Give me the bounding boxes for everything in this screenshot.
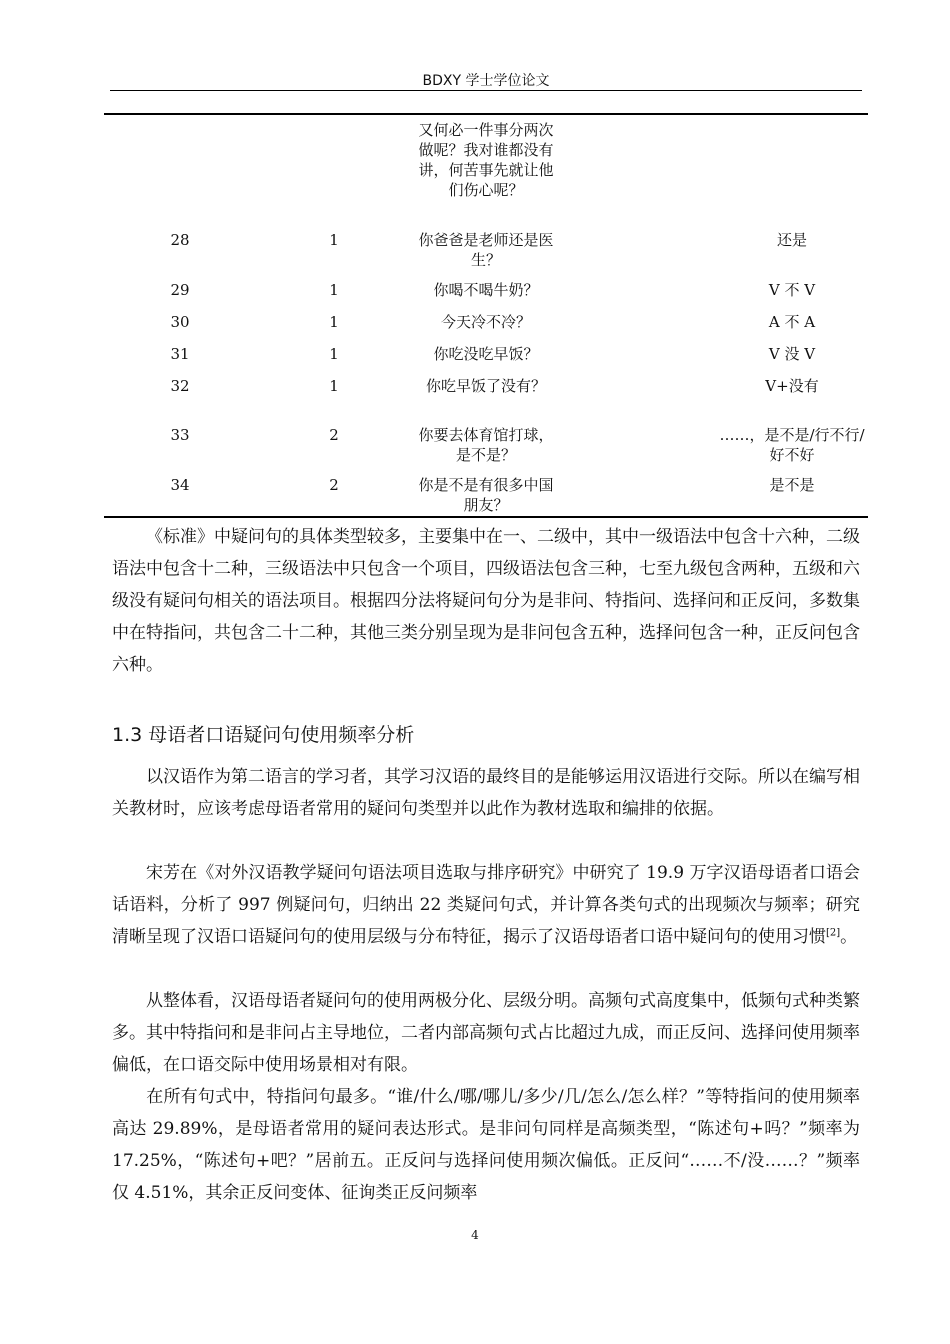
table-cell-id: 28 [170, 231, 190, 249]
section-heading: 1.3 母语者口语疑问句使用频率分析 [112, 724, 415, 746]
table-cell-example: 你吃早饭了没有？ [425, 377, 546, 395]
paragraph-text: 《标准》中疑问句的具体类型较多，主要集中在一、二级中，其中一级语法中包含十六种，二级语法中包含十二种，三级语法中只包含一个项目，四级语法包含三种，七至九级包含两种，五级和六级没有疑问句相关的语法项目。根据四分法将疑问句分为是非问、特指问、选择问和正反问，多数集中在特指问，共包含二十二种，其他三类分别呈现为是非问包含五种，选择问包含一种，正反问包含六种。 [112, 527, 860, 675]
table-cell-id: 33 [170, 426, 190, 444]
paragraph-text: 以汉语作为第二语言的学习者，其学习汉语的最终目的是能够运用汉语进行交际。所以在编写相关教材时，应该考虑母语者常用的疑问句类型并以此作为教材选取和编排的依据。 [112, 767, 860, 819]
table-cell-example: 你吃没吃早饭？ [433, 345, 539, 363]
table-cell-type: V 不 V [768, 281, 816, 299]
table-cell-id: 34 [170, 476, 190, 494]
table-cell-id: 30 [170, 313, 190, 331]
table-cell-type: A 不 A [768, 313, 816, 331]
body-paragraph [112, 761, 860, 825]
paragraph-text: 从整体看，汉语母语者疑问句的使用两极分化、层级分明。高频句式高度集中，低频句式种类繁多。其中特指问和是非问占主导地位，二者内部高频句式占比超过九成，而正反问、选择问使用频率偏低，在口语交际中使用场景相对有限。 [112, 991, 860, 1075]
table-cell-type: ……，是不是/行不行/好不好 [719, 426, 865, 464]
table-cell-level: 2 [329, 426, 339, 444]
table-cell-id: 29 [170, 281, 190, 299]
paragraph-end: 。 [840, 927, 858, 947]
body-paragraph [112, 521, 860, 681]
table-cell-type: V+没有 [765, 377, 819, 395]
table-cell-example: 你喝不喝牛奶？ [433, 281, 539, 299]
paragraph-text: 宋芳在《对外汉语教学疑问句语法项目选取与排序研究》中研究了 19.9 万字汉语母语者口语会话语料，分析了 997 例疑问句，归纳出 22 类疑问句式，并计算各类句式的出现频次与频率；研究清晰呈现了汉语口语疑问句的使用层级与分布特征，揭示了汉语母语者口语中疑问句的使用习惯 [112, 863, 860, 947]
table-cell-level: 1 [329, 231, 339, 249]
table-cell-level: 1 [329, 313, 339, 331]
table-cell-example: 今天冷不冷？ [440, 313, 531, 331]
citation-mark: [2] [826, 927, 841, 939]
table-cell-level: 1 [329, 281, 339, 299]
header-rule [110, 90, 862, 91]
table-cell-example: 你爸爸是老师还是医生？ [418, 231, 554, 269]
paragraph-text: 在所有句式中，特指问句最多。“谁/什么/哪/哪儿/多少/几/怎么/怎么样？”等特指问的使用频率高达 29.89%，是母语者常用的疑问表达形式。是非问句同样是高频类型，“陈述句+吗？”频率为 17.25%，“陈述句+吧？”居前五。正反问与选择问使用频次偏低。正反问“……不/没……？”频率仅 4.51%，其余正反问变体、征询类正反问频率 [112, 1087, 860, 1203]
table-cell-type: 还是 [776, 231, 807, 249]
body-paragraph [112, 857, 860, 953]
table-bottom-rule [104, 516, 868, 518]
page-number: 4 [471, 1228, 479, 1242]
body-paragraph [112, 1081, 860, 1209]
table-cell-level: 1 [329, 345, 339, 363]
table-cell-example: 你是不是有很多中国朋友？ [418, 476, 554, 514]
running-header: BDXY 学士学位论文 [422, 73, 550, 89]
table-cell-level: 1 [329, 377, 339, 395]
table-cell-level: 2 [329, 476, 339, 494]
table-cell-example: 你要去体育馆打球，是不是？ [418, 426, 554, 464]
table-cell-id: 32 [170, 377, 190, 395]
table-top-rule [104, 113, 868, 115]
table-cell-type: V 没 V [768, 345, 816, 363]
table-cell-type: 是不是 [769, 476, 815, 494]
body-paragraph [112, 985, 860, 1081]
table-cell-example-continued: 又何必一件事分两次做呢？我对谁都没有讲，何苦事先就让他们伤心呢？ [418, 121, 554, 199]
table-cell-id: 31 [170, 345, 190, 363]
